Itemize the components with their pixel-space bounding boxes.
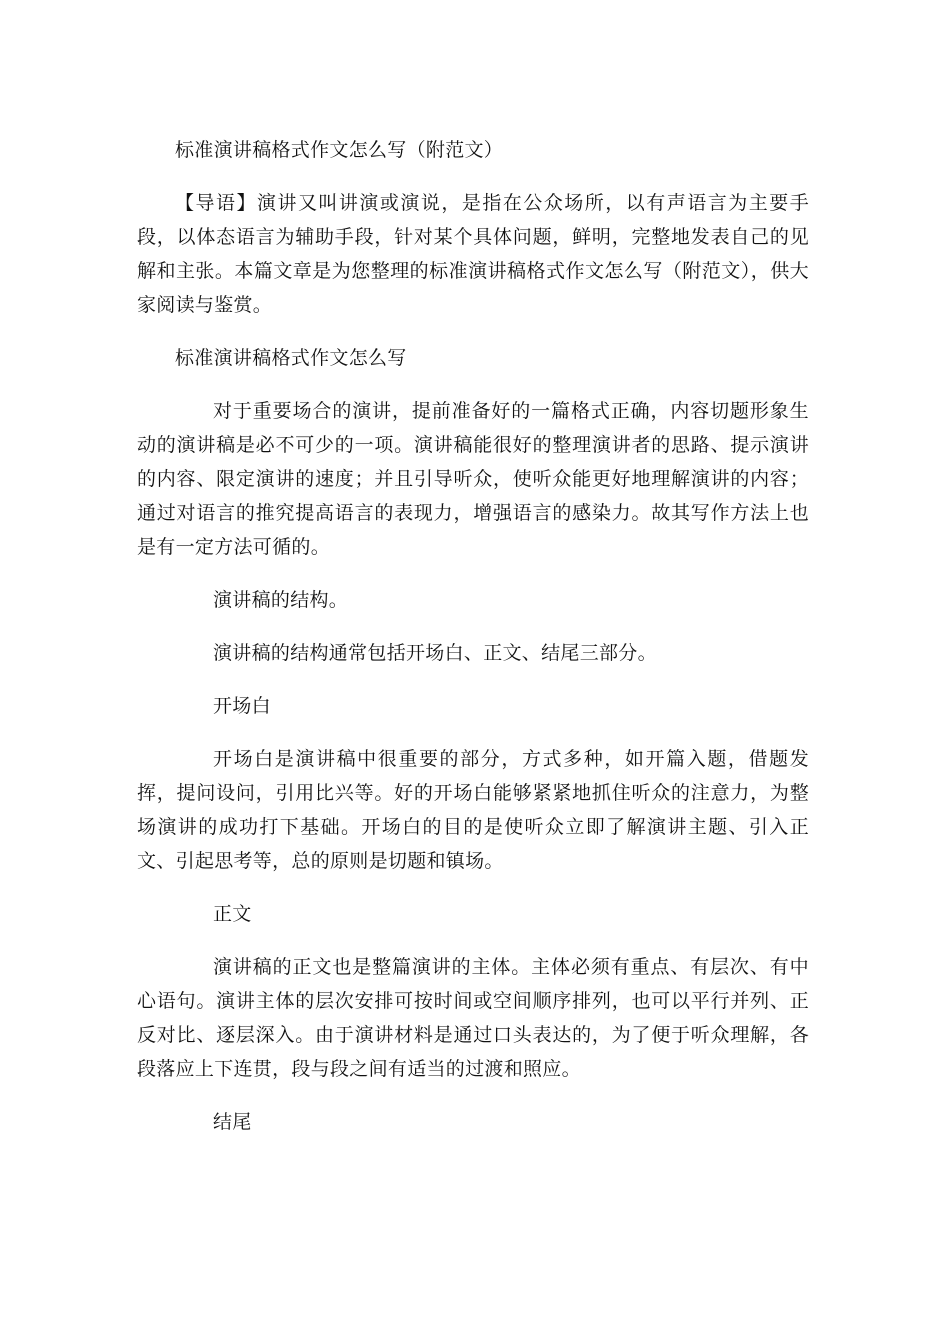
document-body <box>137 133 809 1158</box>
body-heading: 正文 <box>213 903 252 925</box>
document-title: 标准演讲稿格式作文怎么写（附范文） <box>175 139 504 161</box>
opening-heading: 开场白 <box>213 695 271 717</box>
structure-heading: 演讲稿的结构。 <box>213 589 349 611</box>
structure-paragraph: 演讲稿的结构通常包括开场白、正文、结尾三部分。 <box>213 642 657 664</box>
body-paragraph: 演讲稿的正文也是整篇演讲的主体。主体必须有重点、有层次、有中心语句。演讲主体的层次安排可按时间或空间顺序排列，也可以平行并列、正反对比、逐层深入。由于演讲材料是通过口头表达的，为了便于听众理解，各段落应上下连贯，段与段之间有适当的过渡和照应。 <box>137 956 809 1080</box>
ending-heading: 结尾 <box>213 1111 252 1133</box>
intro-paragraph: 对于重要场合的演讲，提前准备好的一篇格式正确，内容切题形象生动的演讲稿是必不可少的一项。演讲稿能很好的整理演讲者的思路、提示演讲的内容、限定演讲的速度；并且引导听众，使听众能更好地理解演讲的内容；通过对语言的推究提高语言的表现力，增强语言的感染力。故其写作方法上也是有一定方法可循的。 <box>137 400 809 558</box>
section-subtitle: 标准演讲稿格式作文怎么写 <box>175 347 407 369</box>
opening-paragraph: 开场白是演讲稿中很重要的部分，方式多种，如开篇入题，借题发挥，提问设问，引用比兴等。好的开场白能够紧紧地抓住听众的注意力，为整场演讲的成功打下基础。开场白的目的是使听众立即了解演讲主题、引入正文、引起思考等，总的原则是切题和镇场。 <box>137 748 809 872</box>
lead-paragraph: 【导语】演讲又叫讲演或演说，是指在公众场所，以有声语言为主要手段，以体态语言为辅助手段，针对某个具体问题，鲜明，完整地发表自己的见解和主张。本篇文章是为您整理的标准演讲稿格式作文怎么写（附范文），供大家阅读与鉴赏。 <box>137 192 809 316</box>
